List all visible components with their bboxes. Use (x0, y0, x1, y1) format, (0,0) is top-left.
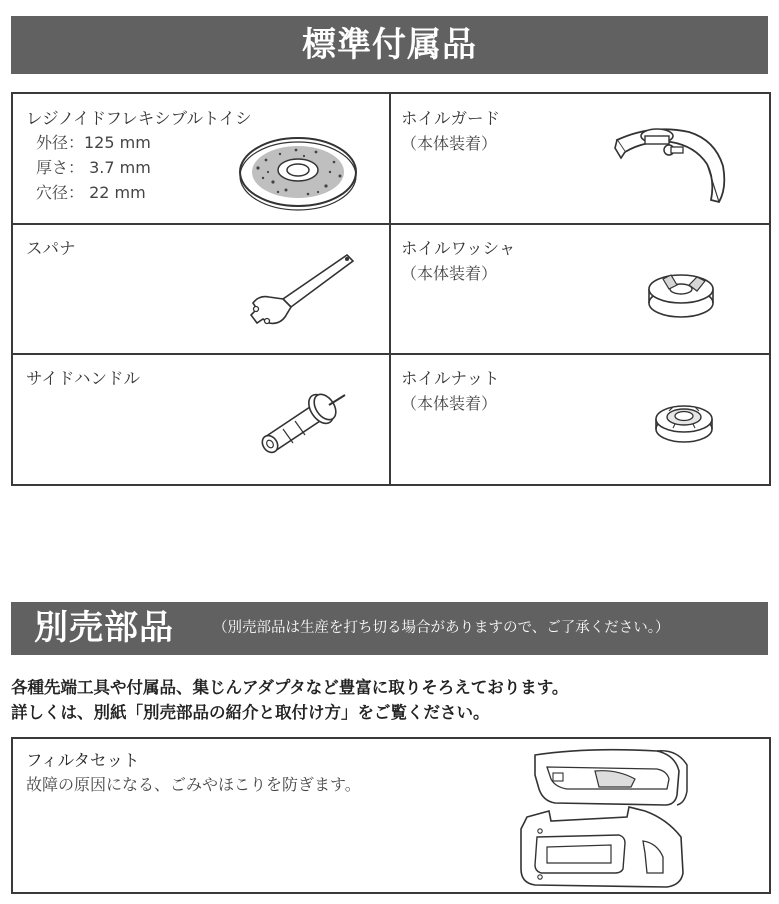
item-note: （本体装着） (401, 134, 498, 153)
optional-item-filter-set (11, 737, 771, 894)
item-cell-side-handle (13, 355, 389, 484)
item-description: 故障の原因になる、ごみやほこりを防ぎます。 (26, 775, 361, 794)
grinding-disc-icon (238, 132, 368, 212)
item-cell-spanner (13, 225, 389, 353)
item-name: ホイルガード (401, 109, 500, 128)
intro-line: 各種先端工具や付属品、集じんアダプタなど豊富に取りそろえております。 (11, 678, 569, 697)
item-name: ホイルワッシャ (401, 239, 516, 258)
item-name: スパナ (26, 239, 76, 258)
wheel-guard-icon (611, 118, 731, 208)
standard-accessories-banner (11, 16, 768, 74)
intro-line: 詳しくは、別紙「別売部品の紹介と取付け方」をご覧ください。 (11, 703, 490, 722)
item-name: サイドハンドル (26, 369, 141, 388)
item-name: フィルタセット (26, 751, 140, 770)
item-note: （本体装着） (401, 394, 498, 413)
item-cell-grinding-disc (13, 94, 389, 223)
item-cell-wheel-washer (391, 225, 769, 353)
section-title: 別売部品 (34, 608, 174, 648)
side-handle-icon (253, 385, 353, 455)
wheel-nut-icon (649, 399, 719, 449)
section-title: 標準付属品 (302, 25, 477, 65)
filter-set-icon (507, 745, 702, 890)
wheel-washer-icon (641, 265, 721, 325)
item-name: レジノイドフレキシブルトイシ (26, 109, 252, 128)
section-note: （別売部品は生産を打ち切る場合がありますので、ご了承ください。） (213, 620, 670, 636)
item-cell-wheel-guard (391, 94, 769, 223)
item-cell-wheel-nut (391, 355, 769, 484)
optional-parts-banner (11, 602, 768, 655)
item-spec: 厚さ： 3.7 mm (36, 158, 151, 177)
item-note: （本体装着） (401, 264, 498, 283)
spanner-icon (239, 247, 359, 337)
item-spec: 外径：125 mm (36, 133, 151, 152)
item-name: ホイルナット (401, 369, 500, 388)
item-spec: 穴径： 22 mm (36, 183, 146, 202)
standard-accessories-table (11, 92, 771, 486)
